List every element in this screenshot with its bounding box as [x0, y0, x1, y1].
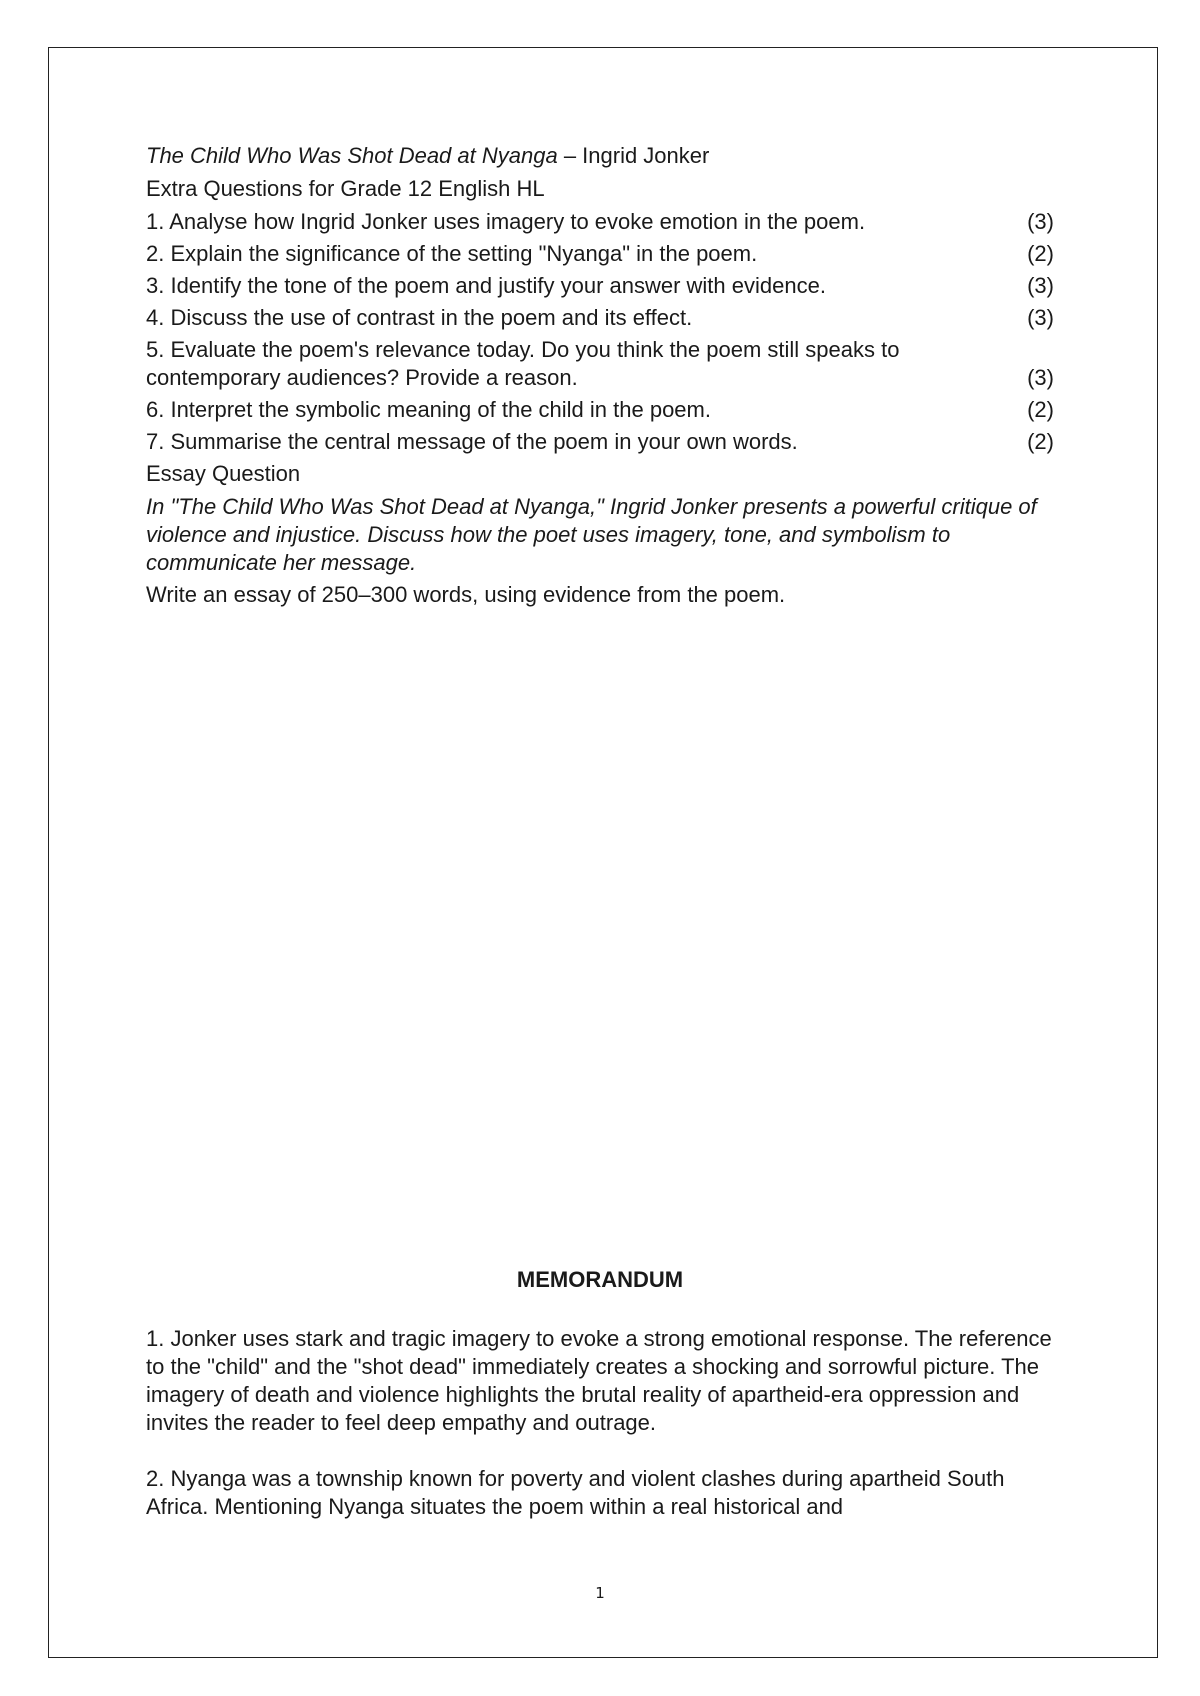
author-name: – Ingrid Jonker — [557, 143, 710, 168]
poem-title: The Child Who Was Shot Dead at Nyanga — [146, 143, 558, 168]
page-number: 1 — [595, 1584, 605, 1602]
question-marks: (3) — [1027, 273, 1054, 298]
question-marks: (3) — [1027, 365, 1054, 390]
question-item — [146, 208, 1054, 236]
memo-answer: 1. Jonker uses stark and tragic imagery to evoke a strong emotional response. The reference to the "child" and the "shot dead" immediately creates a shocking and sorrowful picture. The imagery of death and violence highlights the brutal reality of apartheid-era oppression and invites the reader to feel deep empathy and outrage. — [146, 1326, 1052, 1435]
question-item — [146, 336, 1054, 392]
question-item — [146, 396, 1054, 424]
question-text: 6. Interpret the symbolic meaning of the child in the poem. — [146, 397, 711, 422]
document-title — [146, 142, 1054, 170]
question-marks: (2) — [1027, 241, 1054, 266]
essay-heading: Essay Question — [146, 461, 301, 486]
question-item — [146, 428, 1054, 456]
question-marks: (2) — [1027, 397, 1054, 422]
essay-instruction: Write an essay of 250–300 words, using evidence from the poem. — [146, 582, 786, 607]
question-text: 5. Evaluate the poem's relevance today. Do you think the poem still speaks to contemporary audiences? Provide a reason. — [146, 337, 900, 390]
question-marks: (3) — [1027, 209, 1054, 234]
question-text: 2. Explain the significance of the setting "Nyanga" in the poem. — [146, 241, 758, 266]
question-text: 3. Identify the tone of the poem and justify your answer with evidence. — [146, 273, 826, 298]
question-item — [146, 272, 1054, 300]
essay-prompt: In "The Child Who Was Shot Dead at Nyanga," Ingrid Jonker presents a powerful critique of violence and injustice. Discuss how the poet uses imagery, tone, and symbolism to communicate her message. — [146, 494, 1037, 575]
question-text: 1. Analyse how Ingrid Jonker uses imagery to evoke emotion in the poem. — [146, 209, 866, 234]
question-item — [146, 240, 1054, 268]
question-marks: (2) — [1027, 429, 1054, 454]
question-section — [146, 142, 1054, 614]
memo-answer: 2. Nyanga was a township known for poverty and violent clashes during apartheid South Africa. Mentioning Nyanga situates the poem within a real historical and — [146, 1466, 1005, 1519]
memorandum-section — [146, 1325, 1054, 1549]
question-text: 4. Discuss the use of contrast in the poem and its effect. — [146, 305, 693, 330]
question-marks: (3) — [1027, 305, 1054, 330]
question-text: 7. Summarise the central message of the poem in your own words. — [146, 429, 798, 454]
memorandum-heading: MEMORANDUM — [516, 1267, 684, 1292]
question-item — [146, 304, 1054, 332]
document-subtitle: Extra Questions for Grade 12 English HL — [146, 176, 545, 201]
